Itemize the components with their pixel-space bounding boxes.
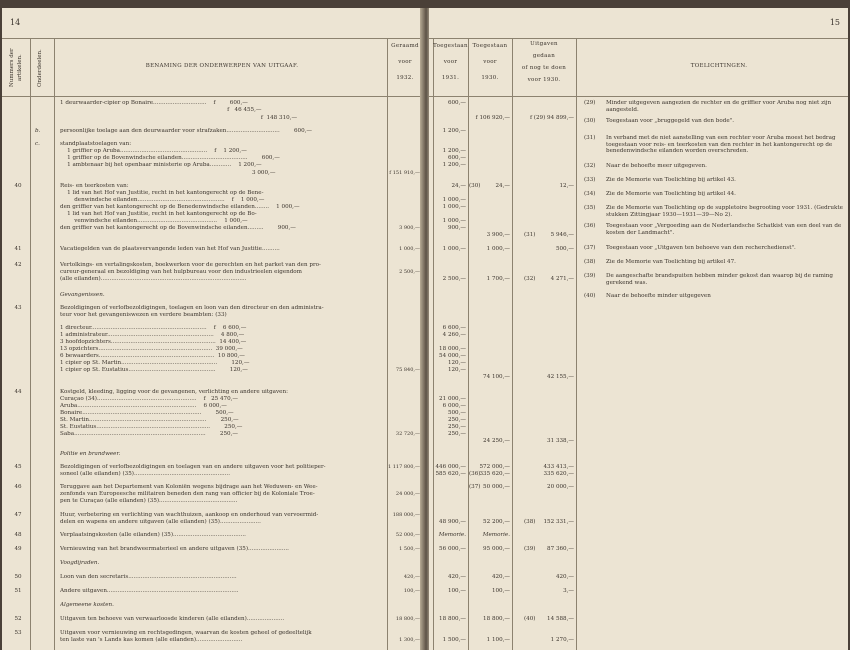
- amount-toegestaan-1930: 420,—: [491, 574, 510, 580]
- header-uitgaven-gedaan: gedaan: [532, 53, 556, 59]
- header-geraamd: Geraamd: [391, 43, 419, 49]
- amount-1932: 1 500,—: [399, 546, 420, 552]
- item-description: f 148 310,—: [60, 115, 298, 121]
- item-description: Vertolkings- en vertalingskosten, boekwerken voor de gerechten en het parket van den pro-: [60, 262, 321, 268]
- header-uitgaven-te-doen: of nog te doen: [521, 65, 567, 71]
- amount-toegestaan-1931: 1 200,—: [442, 162, 466, 168]
- amount-uitgaven-1930: 433 413,—: [543, 464, 574, 470]
- item-description: Uitgaven voor vernieuwing en rechtsgedingen, waarvan de kosten geheel of gedeeltelijk: [60, 630, 312, 636]
- note-text: Zie de Memorie van Toelichting bij artikel 43.: [606, 177, 736, 183]
- column-divider: [387, 38, 388, 650]
- column-divider: [512, 38, 513, 650]
- article-number: 49: [14, 546, 22, 552]
- subdivision-letter: c.: [35, 141, 40, 147]
- item-description: Bezoldigingen of verlofbezoldigingen en toelagen van en andere uitgaven voor het politieper-: [60, 464, 326, 470]
- item-description: persoonlijke toelage aan den deurwaarder voor strafzaken.............................. 600,—: [60, 128, 312, 134]
- amount-toegestaan-1931: 1 000,—: [442, 197, 466, 203]
- header-toegestaan-1930-year: 1930.: [481, 75, 499, 81]
- article-number: 41: [14, 246, 22, 252]
- amount-toegestaan-1931: 54 000,—: [439, 353, 466, 359]
- header-nummers: Nummers der artikelen.: [9, 48, 23, 88]
- article-number: 40: [14, 183, 22, 189]
- item-description: soneel (alle eilanden) (35)......................................................: [60, 471, 230, 477]
- amount-uitgaven-1930: 420,—: [555, 574, 574, 580]
- amount-toegestaan-1930: 95 000,—: [483, 546, 510, 552]
- header-toegestaan-1931-voor: voor: [443, 59, 458, 65]
- note-number: (29): [584, 100, 596, 106]
- amount-toegestaan-1931: 500,—: [447, 410, 466, 416]
- amount-toegestaan-1931: 1 500,—: [442, 637, 466, 643]
- item-description: Kostgeld, kleeding, ligging voor de gevangenen, verlichting en andere uitgaven:: [60, 389, 288, 395]
- item-description: Vernieuwing van het brandweermaterieel en andere uitgaven (35).......................: [60, 546, 289, 552]
- amount-1932: 188 000,—: [392, 512, 420, 518]
- item-description: Saba.......................................................................... 250,—: [60, 431, 238, 437]
- item-description: standplaatstoelagen van:: [60, 141, 132, 147]
- amount-toegestaan-1931: 48 900,—: [439, 519, 466, 525]
- note-text: Toegestaan voor „Uitgaven ten behoeve van den recherchedienst".: [606, 245, 796, 251]
- note-number: (39): [584, 273, 596, 279]
- amount-uitgaven-1930: 4 271,—: [550, 276, 574, 282]
- left-page: [2, 8, 423, 650]
- amount-toegestaan-1931: 1 000,—: [442, 246, 466, 252]
- item-description: 1 ambtenaar bij het openbaar ministerie op Aruba............ 1 200,—: [60, 162, 262, 168]
- amount-toegestaan-1930: 3 900,—: [486, 232, 510, 238]
- note-text: In verband met de niet aanstelling van een rechter voor Aruba moest het bedrag toegestaan voor reis- en teerkosten van den rechter in het kantongerecht op de benedenwindsche eilanden worden overschreden.: [606, 135, 836, 155]
- amount-toegestaan-1931: 18 000,—: [439, 346, 466, 352]
- page-number-left: 14: [10, 18, 21, 27]
- article-number: 45: [14, 464, 22, 470]
- article-number: 43: [14, 305, 22, 311]
- amount-toegestaan-1931: 900,—: [447, 225, 466, 231]
- header-benaming: BENAMING DER ONDERWERPEN VAN UITGAAF.: [145, 63, 299, 69]
- amount-toegestaan-1931: 56 000,—: [439, 546, 466, 552]
- amount-uitgaven-1930: 335 620,—: [543, 471, 574, 477]
- amount-1932: f 151 910,—: [389, 170, 420, 176]
- item-description: zenfonds van Europeesche militairen beneden den rang van officier bij de Koloniale Troe-: [60, 491, 315, 497]
- article-number: 44: [14, 389, 22, 395]
- amount-uitgaven-1930: 1 270,—: [550, 637, 574, 643]
- amount-toegestaan-1930: Memorie.: [482, 532, 510, 538]
- note-text: Zie de Memorie van Toelichting bij artikel 47.: [606, 259, 736, 265]
- header-uitgaven: Uitgaven: [530, 41, 558, 47]
- amount-1932: 1 300,—: [399, 637, 420, 643]
- note-number: (35): [584, 205, 596, 211]
- amount-toegestaan-1931: 1 200,—: [442, 128, 466, 134]
- amount-1932: 32 720,—: [395, 431, 420, 437]
- item-description: 3 000,—: [60, 170, 276, 176]
- note-number: (33): [584, 177, 596, 183]
- amount-toegestaan-1930: 50 000,—: [483, 484, 510, 490]
- note-ref: (40): [524, 616, 536, 622]
- page-number-right: 15: [829, 18, 840, 27]
- item-description: 1 cipier op St. Eustatius................................................. 120,—: [60, 367, 248, 373]
- item-description: St. Martin.................................................................. 250,—: [60, 417, 239, 423]
- article-number: 53: [14, 630, 22, 636]
- section-heading: Voogdijraden.: [60, 560, 100, 566]
- amount-uitgaven-1930: 5 946,—: [550, 232, 574, 238]
- amount-1932: 100,—: [403, 588, 420, 594]
- article-number: 42: [14, 262, 22, 268]
- article-number: 48: [14, 532, 22, 538]
- item-description: den griffier van het kantongerecht op de Benedenwindsche eilanden........ 1 000,—: [60, 204, 300, 210]
- item-description: cureur-generaal en bezoldiging van het hulpbureau voor den industrieelen eigendom: [60, 269, 302, 275]
- amount-1932: 18 800,—: [395, 616, 420, 622]
- column-divider: [576, 38, 577, 650]
- amount-1932: 3 900,—: [399, 225, 420, 231]
- item-description: 1 griffier op de Bovenwindsche eilanden..................................... 600,—: [60, 155, 280, 161]
- header-onderdeelen: Onderdeelen.: [37, 49, 43, 87]
- item-description: Huur, verbetering en verlichting van wachthuizen, aankoop en onderhoud van vervoermid-: [60, 512, 319, 518]
- header-top-rule: [429, 38, 848, 39]
- item-description: Bezoldigingen of verlofbezoldigingen, toelagen en loon van den directeur en den administra-: [60, 305, 324, 311]
- header-geraamd-voor: voor: [398, 59, 412, 65]
- amount-toegestaan-1931: 21 000,—: [439, 396, 466, 402]
- item-description: delen en wapens en andere uitgaven (alle eilanden) (35).......................: [60, 519, 261, 525]
- amount-toegestaan-1931: 585 620,—: [435, 471, 466, 477]
- amount-toegestaan-1931: 250,—: [447, 417, 466, 423]
- amount-uitgaven-1930: 3,—: [563, 588, 574, 594]
- item-description: 1 cipier op St. Martin...................................................... 120,—: [60, 360, 250, 366]
- amount-uitgaven-1930: 31 338,—: [547, 438, 574, 444]
- note-text: Naar de behoefte minder uitgegeven: [606, 293, 711, 299]
- note-number: (31): [584, 135, 596, 141]
- amount-toegestaan-1931: 18 800,—: [439, 616, 466, 622]
- article-number: 46: [14, 484, 22, 490]
- header-top-rule: [2, 38, 422, 39]
- item-description: Verplaatsingskosten (alle eilanden) (35).........................................: [60, 532, 246, 538]
- header-toegestaan-1930-voor: voor: [483, 59, 497, 65]
- item-description: pen te Curaçao (alle eilanden) (35)............................................: [60, 498, 238, 504]
- item-description: 1 lid van het Hof van Justitie, recht in het kantongerecht op de Bene-: [60, 190, 264, 196]
- amount-1932: 1 117 800,—: [387, 464, 420, 470]
- amount-toegestaan-1931: 1 000,—: [442, 218, 466, 224]
- note-ref: (36): [469, 471, 481, 477]
- note-number: (34): [584, 191, 596, 197]
- amount-1932: 52 000,—: [395, 532, 420, 538]
- amount-toegestaan-1931: 6 000,—: [442, 403, 466, 409]
- note-ref: (30): [469, 183, 481, 189]
- note-text: Toegestaan voor „Vergoeding aan de Nederlandsche Schatkist van een deel van de kosten der Landmacht".: [606, 223, 842, 236]
- amount-uitgaven-1930: f (29) 94 899,—: [529, 115, 574, 121]
- item-description: 1 directeur................................................................. f 6 600,—: [60, 325, 247, 331]
- amount-toegestaan-1931: 120,—: [447, 367, 466, 373]
- item-description: f 46 455,—: [60, 107, 262, 113]
- section-heading: Gevangenissen.: [60, 292, 105, 298]
- amount-toegestaan-1930: f 106 920,—: [475, 115, 510, 121]
- item-description: Reis- en teerkosten van:: [60, 183, 129, 189]
- amount-toegestaan-1931: 6 600,—: [442, 325, 466, 331]
- item-description: 1 lid van het Hof van Justitie, recht in het kantongerecht op de Bo-: [60, 211, 257, 217]
- item-description: 6 bewaarders................................................................. 10 800,—: [60, 353, 245, 359]
- item-description: teur voor het gevangeniswezen en verdere beambten: (33): [60, 312, 227, 318]
- amount-toegestaan-1931: 600,—: [447, 155, 466, 161]
- note-text: Toegestaan voor „bruggegeld van den bode".: [606, 118, 734, 124]
- item-description: Bonaire................................................................... 500,—: [60, 410, 234, 416]
- amount-uitgaven-1930: 14 588,—: [547, 616, 574, 622]
- article-number: 47: [14, 512, 22, 518]
- item-description: Uitgaven ten behoeve van verwaarloosde kinderen (alle eilanden).....................: [60, 616, 285, 622]
- item-description: 1 administrateur............................................................ 4 800,—: [60, 332, 245, 338]
- note-ref: (31): [524, 232, 536, 238]
- amount-toegestaan-1930: 1 100,—: [486, 637, 510, 643]
- article-number: 52: [14, 616, 22, 622]
- item-description: Curaçao (34)........................................................ f 25 470,—: [60, 396, 239, 402]
- note-text: Zie de Memorie van Toelichting bij artikel 44.: [606, 191, 736, 197]
- amount-toegestaan-1930: 100,—: [491, 588, 510, 594]
- amount-toegestaan-1931: 1 200,—: [442, 148, 466, 154]
- column-divider: [468, 38, 469, 650]
- item-description: (alle eilanden)..................................................................................: [60, 276, 247, 282]
- item-description: den griffier van het kantongerecht op de Bovenwindsche eilanden......... 900,—: [60, 225, 296, 231]
- subdivision-letter: b.: [35, 128, 41, 134]
- amount-toegestaan-1930: 24,—: [495, 183, 510, 189]
- note-ref: (38): [524, 519, 536, 525]
- amount-toegestaan-1930: 335 620,—: [479, 471, 510, 477]
- amount-toegestaan-1930: 1 700,—: [486, 276, 510, 282]
- note-ref: (39): [524, 546, 536, 552]
- note-number: (38): [584, 259, 596, 265]
- amount-toegestaan-1931: 250,—: [447, 431, 466, 437]
- section-heading: Algemeene kosten.: [60, 602, 114, 608]
- header-bottom-rule: [2, 96, 422, 97]
- article-number: 51: [14, 588, 22, 594]
- item-description: 1 griffier op Aruba................................................. f 1 200,—: [60, 148, 247, 154]
- amount-toegestaan-1930: 1 000,—: [486, 246, 510, 252]
- amount-1932: 75 840,—: [395, 367, 420, 373]
- amount-toegestaan-1930: 52 200,—: [483, 519, 510, 525]
- header-toegestaan-1931: Toegestaan: [433, 43, 468, 49]
- header-toegestaan-1931-year: 1931.: [441, 75, 460, 81]
- note-text: Naar de behoefte meer uitgegeven.: [606, 163, 707, 169]
- amount-uitgaven-1930: 42 155,—: [547, 374, 574, 380]
- note-number: (36): [584, 223, 596, 229]
- note-ref: (32): [524, 276, 536, 282]
- amount-toegestaan-1930: 572 000,—: [479, 464, 510, 470]
- amount-toegestaan-1930: 74 100,—: [483, 374, 510, 380]
- amount-toegestaan-1931: 24,—: [451, 183, 466, 189]
- item-description: 1 deurwaarder-cipier op Bonaire.............................. f 600,—: [60, 100, 248, 106]
- note-number: (32): [584, 163, 596, 169]
- amount-1932: 1 000,—: [399, 246, 420, 252]
- amount-1932: 420,—: [403, 574, 420, 580]
- article-number: 50: [14, 574, 22, 580]
- item-description: St. Eustatius................................................................ 250,—: [60, 424, 243, 430]
- amount-uitgaven-1930: 152 331,—: [543, 519, 574, 525]
- amount-toegestaan-1930: 18 800,—: [483, 616, 510, 622]
- section-heading: Politie en brandweer.: [60, 451, 121, 457]
- item-description: Aruba................................................................... 6 000,—: [60, 403, 227, 409]
- amount-1932: 24 000,—: [395, 491, 420, 497]
- item-description: denwindsche eilanden................................................. f 1 000,—: [60, 197, 265, 203]
- item-description: venwindsche eilanden............................................. 1 000,—: [60, 218, 248, 224]
- amount-toegestaan-1931: 4 260,—: [442, 332, 466, 338]
- amount-toegestaan-1931: 250,—: [447, 424, 466, 430]
- column-divider: [54, 38, 55, 650]
- amount-uitgaven-1930: 20 000,—: [547, 484, 574, 490]
- column-divider: [30, 38, 31, 650]
- note-text: Minder uitgegeven aangezien de rechter en de griffier voor Aruba nog niet zijn aangesteld.: [606, 100, 832, 113]
- item-description: ten laste van 's Lands kas komen (alle eilanden)..........................: [60, 637, 243, 643]
- amount-toegestaan-1931: 120,—: [447, 360, 466, 366]
- amount-1932: 2 500,—: [399, 269, 420, 275]
- header-toelichtingen: TOELICHTINGEN.: [690, 63, 748, 69]
- note-ref: (37): [469, 484, 481, 490]
- note-number: (30): [584, 118, 596, 124]
- amount-uitgaven-1930: 87 360,—: [547, 546, 574, 552]
- note-number: (40): [584, 293, 596, 299]
- item-description: Loon van den secretaris.............................................................: [60, 574, 237, 580]
- note-text: Zie de Memorie van Toelichting op de suppletoire begrooting voor 1931. (Gedrukte stukken Zittingjaar 1930—1931—39—No 2).: [606, 205, 843, 218]
- header-bottom-rule: [429, 96, 848, 97]
- item-description: Vacatiegelden van de plaatsvervangende leden van het Hof van Justitie..........: [60, 246, 280, 252]
- note-text: De aangeschafte brandspuiten hebben minder gekost dan waarop bij de raming gerekend was.: [606, 273, 833, 286]
- item-description: 13 opzichters................................................................ 39 000,—: [60, 346, 243, 352]
- amount-uitgaven-1930: 500,—: [555, 246, 574, 252]
- amount-uitgaven-1930: 12,—: [559, 183, 574, 189]
- item-description: Teruggave aan het Departement van Koloniën wegens bijdrage aan het Weduwen- en Wee-: [60, 484, 318, 490]
- header-toegestaan-1930: Toegestaan: [472, 43, 508, 49]
- amount-toegestaan-1931: Memorie.: [438, 532, 466, 538]
- amount-toegestaan-1931: 600,—: [447, 100, 466, 106]
- right-page: [429, 8, 848, 650]
- amount-toegestaan-1931: 1 000,—: [442, 204, 466, 210]
- note-number: (37): [584, 245, 596, 251]
- amount-toegestaan-1931: 100,—: [447, 588, 466, 594]
- header-geraamd-year: 1932.: [396, 75, 414, 81]
- item-description: 3 hoofdopzichters........................................................... 14 400,—: [60, 339, 247, 345]
- header-uitgaven-year: voor 1930.: [527, 77, 561, 83]
- amount-toegestaan-1931: 446 000,—: [435, 464, 466, 470]
- amount-toegestaan-1931: 2 500,—: [442, 276, 466, 282]
- item-description: Andere uitgaven..........................................................................: [60, 588, 239, 594]
- amount-toegestaan-1931: 420,—: [447, 574, 466, 580]
- amount-toegestaan-1930: 24 250,—: [483, 438, 510, 444]
